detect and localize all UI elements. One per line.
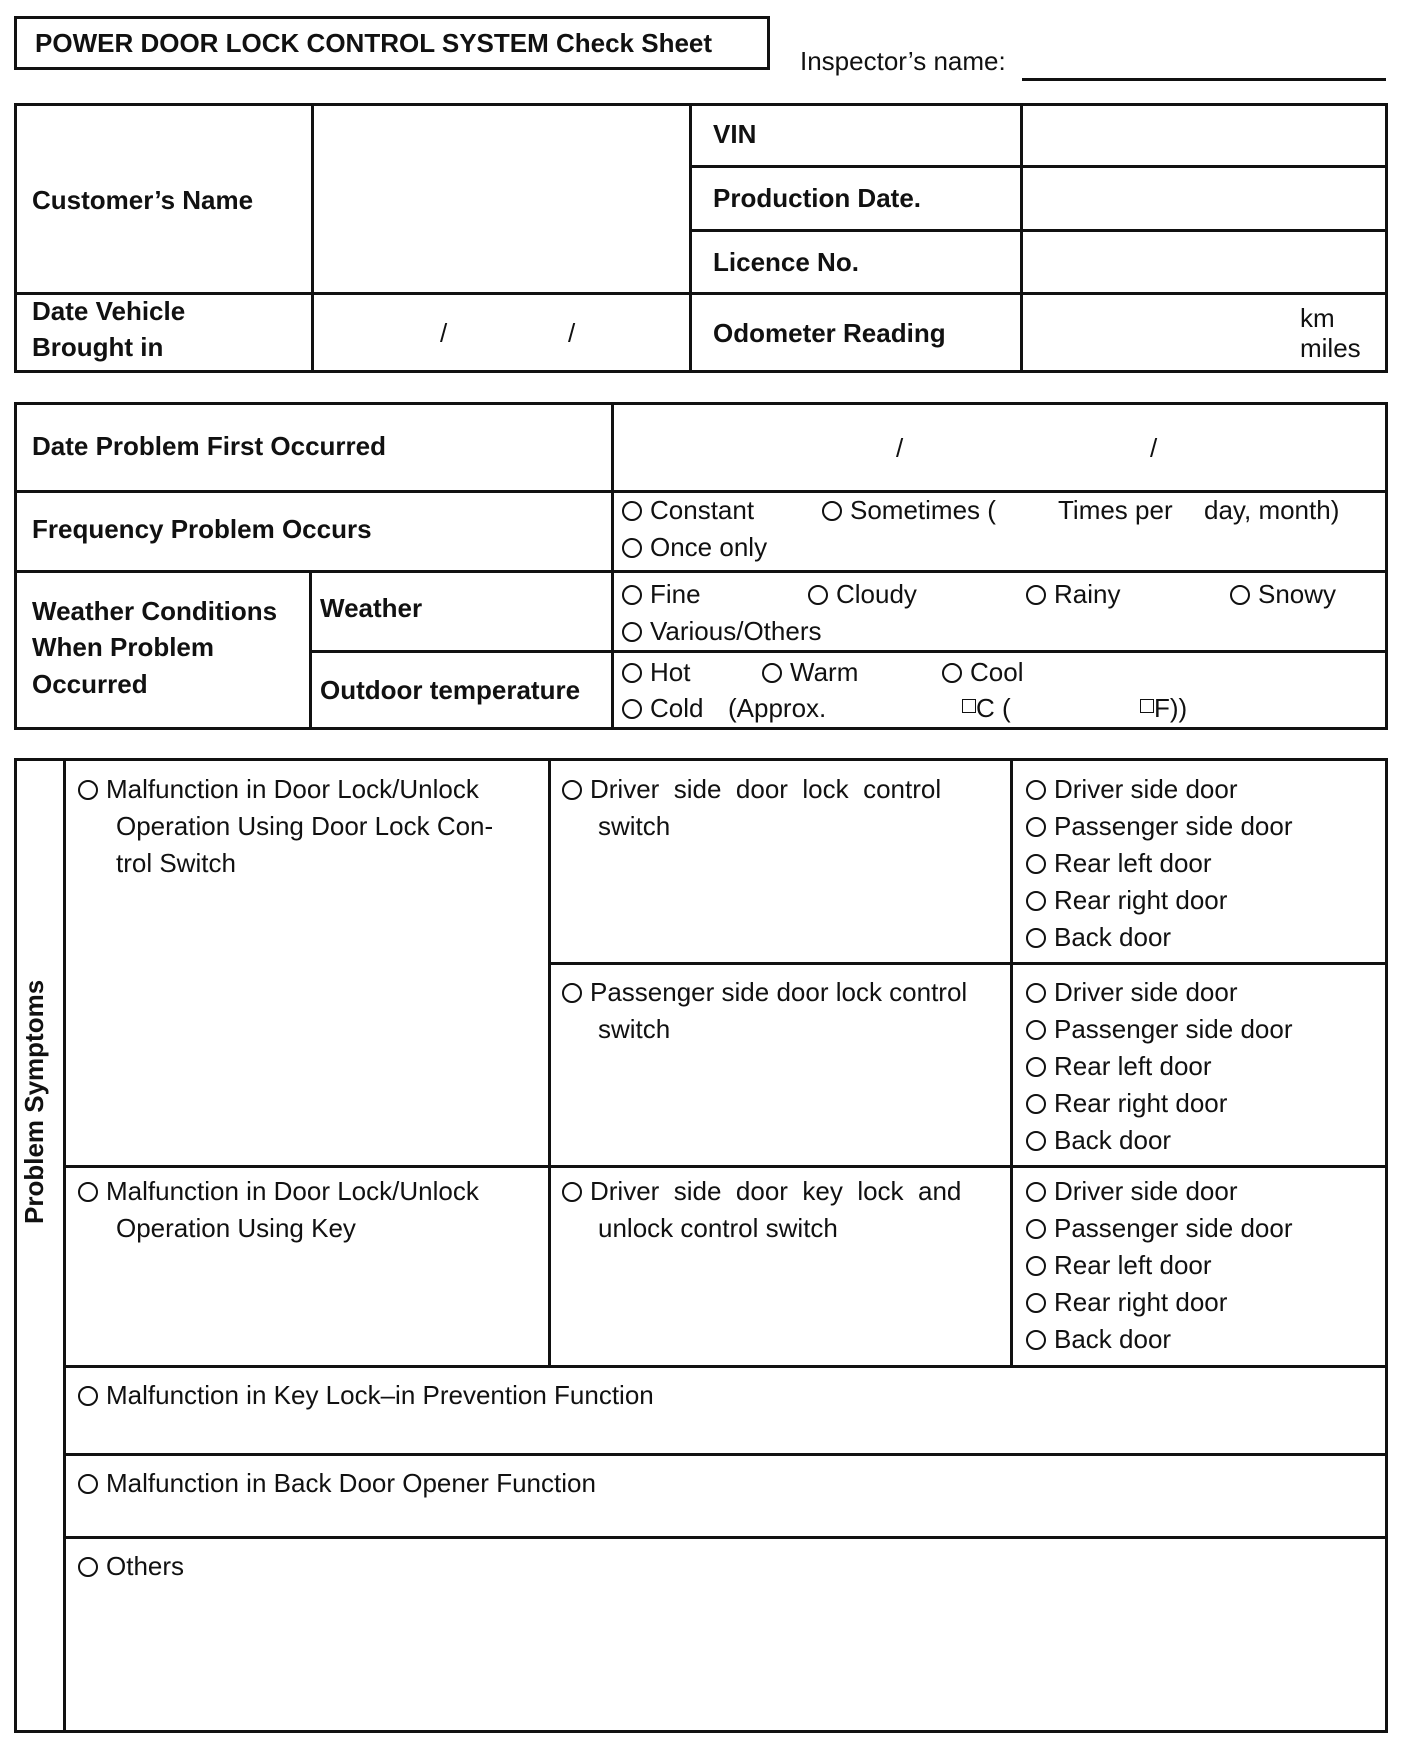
passenger-switch-text: switch: [598, 1014, 671, 1044]
radio-icon: [78, 1386, 98, 1406]
radio-icon: [808, 585, 828, 605]
radio-icon: [622, 622, 642, 642]
radio-icon: [1026, 1219, 1046, 1239]
degree-box-icon: [1140, 699, 1154, 713]
key-lockin-option[interactable]: Malfunction in Key Lock–in Prevention Function: [78, 1377, 654, 1413]
door-option-passenger[interactable]: Passenger side door: [1026, 1210, 1292, 1246]
radio-icon: [1026, 1131, 1046, 1151]
frequency-label: Frequency Problem Occurs: [32, 514, 372, 544]
radio-icon: [622, 538, 642, 558]
date-separator: /: [896, 433, 904, 463]
radio-icon: [1026, 1256, 1046, 1276]
radio-icon: [1026, 1293, 1046, 1313]
licence-label: Licence No.: [713, 247, 859, 277]
temp-hot-option[interactable]: Hot: [622, 654, 690, 690]
door-option-driver[interactable]: Driver side door: [1026, 974, 1238, 1010]
door-option-back[interactable]: Back door: [1026, 1321, 1171, 1357]
weather-conditions-label-1: Weather Conditions: [32, 596, 278, 626]
production-date-field[interactable]: [1025, 170, 1385, 226]
door-option-rear-right[interactable]: Rear right door: [1026, 1284, 1227, 1320]
inspector-name-field[interactable]: [1022, 78, 1386, 81]
temp-cool-option[interactable]: Cool: [942, 654, 1023, 690]
radio-icon: [942, 663, 962, 683]
weather-cloudy-option[interactable]: Cloudy: [808, 576, 917, 612]
door-option-back[interactable]: Back door: [1026, 919, 1171, 955]
back-door-opener-option[interactable]: Malfunction in Back Door Opener Function: [78, 1465, 596, 1501]
radio-icon: [1026, 1094, 1046, 1114]
radio-icon: [1026, 891, 1046, 911]
date-separator: /: [568, 318, 576, 348]
door-option-driver[interactable]: Driver side door: [1026, 771, 1238, 807]
passenger-switch-option[interactable]: Passenger side door lock control: [562, 974, 967, 1010]
radio-icon: [1026, 854, 1046, 874]
switch-malfunction-text: trol Switch: [116, 848, 236, 878]
door-option-rear-right[interactable]: Rear right door: [1026, 1085, 1227, 1121]
radio-icon: [1026, 1330, 1046, 1350]
switch-malfunction-option[interactable]: Malfunction in Door Lock/Unlock: [78, 771, 479, 807]
first-occurred-label: Date Problem First Occurred: [32, 431, 386, 461]
weather-snowy-option[interactable]: Snowy: [1230, 576, 1336, 612]
date-separator: /: [440, 318, 448, 348]
date-separator: /: [1150, 433, 1158, 463]
weather-conditions-label-3: Occurred: [32, 669, 148, 699]
door-option-rear-left[interactable]: Rear left door: [1026, 1048, 1212, 1084]
temp-celsius-unit: C (: [962, 690, 1011, 726]
radio-icon: [622, 501, 642, 521]
inspector-label: Inspector’s name:: [800, 46, 1006, 76]
weather-various-option[interactable]: Various/Others: [622, 613, 821, 649]
radio-icon: [1026, 1057, 1046, 1077]
door-option-rear-left[interactable]: Rear left door: [1026, 1247, 1212, 1283]
weather-rainy-option[interactable]: Rainy: [1026, 576, 1120, 612]
key-malfunction-option[interactable]: Malfunction in Door Lock/Unlock: [78, 1173, 479, 1209]
degree-box-icon: [962, 699, 976, 713]
key-switch-option[interactable]: Driver side door key lock and: [562, 1173, 961, 1209]
radio-icon: [762, 663, 782, 683]
radio-icon: [1026, 817, 1046, 837]
driver-switch-text: switch: [598, 811, 671, 841]
door-option-back[interactable]: Back door: [1026, 1122, 1171, 1158]
licence-field[interactable]: [1025, 234, 1385, 290]
door-option-passenger[interactable]: Passenger side door: [1026, 1011, 1292, 1047]
radio-icon: [78, 780, 98, 800]
odometer-km-unit: km: [1300, 303, 1335, 333]
problem-symptoms-label: Problem Symptoms: [19, 979, 49, 1224]
radio-icon: [1026, 585, 1046, 605]
weather-conditions-label-2: When Problem: [32, 632, 215, 662]
vin-field[interactable]: [1025, 108, 1385, 163]
others-option[interactable]: Others: [78, 1548, 184, 1584]
temp-fahrenheit-unit: F)): [1140, 690, 1187, 726]
temp-approx-label: (Approx.: [728, 693, 827, 723]
door-option-rear-right[interactable]: Rear right door: [1026, 882, 1227, 918]
weather-fine-option[interactable]: Fine: [622, 576, 701, 612]
sheet-title: POWER DOOR LOCK CONTROL SYSTEM Check Sheet: [14, 16, 770, 70]
odometer-label: Odometer Reading: [713, 318, 946, 348]
radio-icon: [78, 1182, 98, 1202]
radio-icon: [622, 585, 642, 605]
freq-constant-option[interactable]: Constant: [622, 492, 754, 528]
radio-icon: [1026, 928, 1046, 948]
radio-icon: [1026, 1020, 1046, 1040]
key-switch-text: unlock control switch: [598, 1213, 838, 1243]
outdoor-temperature-label: Outdoor temperature: [320, 675, 581, 705]
odometer-miles-unit: miles: [1300, 333, 1361, 363]
freq-sometimes-option[interactable]: Sometimes (: [822, 492, 996, 528]
production-date-label: Production Date.: [713, 183, 922, 213]
radio-icon: [562, 983, 582, 1003]
date-brought-label-1: Date Vehicle: [32, 296, 186, 326]
temp-warm-option[interactable]: Warm: [762, 654, 858, 690]
radio-icon: [1230, 585, 1250, 605]
radio-icon: [622, 663, 642, 683]
switch-malfunction-text: Operation Using Door Lock Con-: [116, 811, 494, 841]
temp-cold-option[interactable]: Cold: [622, 690, 703, 726]
radio-icon: [562, 780, 582, 800]
date-brought-label-2: Brought in: [32, 332, 164, 362]
radio-icon: [78, 1474, 98, 1494]
door-option-driver[interactable]: Driver side door: [1026, 1173, 1238, 1209]
radio-icon: [78, 1557, 98, 1577]
weather-label: Weather: [320, 593, 423, 623]
radio-icon: [562, 1182, 582, 1202]
radio-icon: [1026, 1182, 1046, 1202]
radio-icon: [822, 501, 842, 521]
freq-times-per: Times per: [1058, 495, 1173, 525]
door-option-passenger[interactable]: Passenger side door: [1026, 808, 1292, 844]
radio-icon: [1026, 983, 1046, 1003]
key-malfunction-text: Operation Using Key: [116, 1213, 356, 1243]
door-option-rear-left[interactable]: Rear left door: [1026, 845, 1212, 881]
driver-switch-option[interactable]: Driver side door lock control: [562, 771, 941, 807]
customer-name-label: Customer’s Name: [32, 185, 254, 215]
radio-icon: [622, 699, 642, 719]
radio-icon: [1026, 780, 1046, 800]
freq-day-month: day, month): [1204, 495, 1340, 525]
customer-name-field[interactable]: [316, 108, 686, 290]
vin-label: VIN: [713, 119, 757, 149]
freq-once-option[interactable]: Once only: [622, 529, 767, 565]
